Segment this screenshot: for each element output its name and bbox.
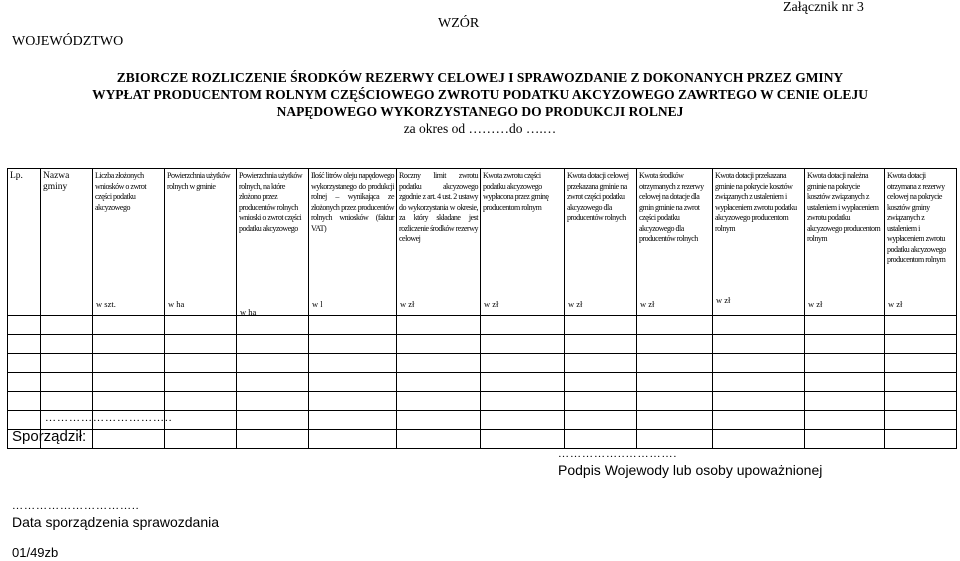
table-cell[interactable] [309, 335, 397, 354]
table-cell[interactable] [637, 392, 713, 411]
column-unit: w zł [484, 298, 499, 309]
title-period: za okres od ………do ….… [403, 121, 557, 136]
table-cell[interactable] [165, 316, 237, 335]
table-cell[interactable] [713, 392, 805, 411]
table-cell[interactable] [237, 354, 309, 373]
table-cell[interactable] [165, 335, 237, 354]
report-date-dots: ………………………….. [12, 500, 140, 512]
table-cell[interactable] [713, 316, 805, 335]
table-cell[interactable] [237, 335, 309, 354]
table-cell[interactable] [93, 392, 165, 411]
table-cell[interactable] [885, 373, 957, 392]
column-unit: w ha [240, 306, 257, 317]
table-cell[interactable] [713, 373, 805, 392]
table-cell[interactable] [41, 354, 93, 373]
table-cell[interactable] [397, 411, 481, 430]
table-cell[interactable] [41, 392, 93, 411]
table-cell[interactable] [481, 373, 565, 392]
table-cell[interactable] [8, 316, 41, 335]
table-cell[interactable] [805, 411, 885, 430]
column-header: Nazwa gminy [41, 169, 93, 316]
table-row [8, 430, 957, 449]
table-cell[interactable] [165, 354, 237, 373]
table-cell[interactable] [713, 335, 805, 354]
table-cell[interactable] [8, 354, 41, 373]
table-cell[interactable] [8, 373, 41, 392]
column-header: Kwota zwrotu części podatku akcyzowego wypłacona przez gminę producentom rolnym w zł [481, 169, 565, 316]
annex-label: Załącznik nr 3 [783, 0, 864, 15]
column-unit: w l [312, 298, 323, 309]
table-cell[interactable] [237, 411, 309, 430]
table-cell[interactable] [237, 430, 309, 449]
table-cell[interactable] [885, 392, 957, 411]
table-cell[interactable] [41, 316, 93, 335]
table-cell[interactable] [637, 430, 713, 449]
column-unit: w zł [400, 298, 415, 309]
table-cell[interactable] [237, 392, 309, 411]
table-header-row [8, 169, 957, 316]
title-line-1: ZBIORCZE ROZLICZENIE ŚRODKÓW REZERWY CELOWEJ I SPRAWOZDANIE Z DOKONANYCH PRZEZ GMINY [116, 70, 844, 85]
column-unit: w ha [168, 298, 185, 309]
column-header: Liczba złożonych wniosków o zwrot części podatku akcyzowego w szt. [93, 169, 165, 316]
table-cell[interactable] [8, 392, 41, 411]
voivodeship-label: WOJEWÓDZTWO [12, 34, 124, 49]
table-cell[interactable] [805, 373, 885, 392]
table-cell[interactable] [565, 335, 637, 354]
column-header: Kwota dotacji celowej przekazana gminie na zwrot części podatku akcyzowego dla producentów rolnych w zł [565, 169, 637, 316]
table-cell[interactable] [565, 354, 637, 373]
column-header: Powierzchnia użytków rolnych, na które złożono przez producentów rolnych wnioski o zwrot części podatku akcyzowego w ha [237, 169, 309, 316]
column-unit: w zł [808, 298, 823, 309]
column-unit: w zł [888, 298, 903, 309]
table-cell[interactable] [309, 430, 397, 449]
table-cell[interactable] [481, 354, 565, 373]
table-cell[interactable] [93, 373, 165, 392]
table-cell[interactable] [397, 373, 481, 392]
table-cell[interactable] [8, 411, 41, 430]
column-header: Powierzchnia użytków rolnych w gminie w ha [165, 169, 237, 316]
form-code: 01/49zb [12, 545, 59, 560]
signature-label: Podpis Wojewody lub osoby upoważnionej [558, 462, 823, 478]
table-cell[interactable] [397, 430, 481, 449]
settlement-table [7, 168, 957, 449]
table-row [8, 373, 957, 392]
report-date-label: Data sporządzenia sprawozdania [12, 514, 220, 530]
table-cell[interactable] [637, 411, 713, 430]
prepared-by-dots: ………………………….. [45, 412, 173, 424]
table-cell[interactable] [309, 354, 397, 373]
table-cell[interactable] [805, 392, 885, 411]
table-cell[interactable] [397, 316, 481, 335]
table-cell[interactable] [565, 392, 637, 411]
table-cell[interactable] [885, 354, 957, 373]
table-cell[interactable] [397, 392, 481, 411]
prepared-by-label: Sporządził: [12, 428, 87, 445]
document-title [0, 69, 960, 137]
table-cell[interactable] [93, 335, 165, 354]
table-cell[interactable] [637, 354, 713, 373]
table-cell[interactable] [8, 335, 41, 354]
table-cell[interactable] [93, 354, 165, 373]
table-cell[interactable] [565, 430, 637, 449]
table-cell[interactable] [805, 430, 885, 449]
table-cell[interactable] [165, 430, 237, 449]
table-cell[interactable] [165, 392, 237, 411]
table-cell[interactable] [481, 392, 565, 411]
table-cell[interactable] [637, 335, 713, 354]
table-cell[interactable] [565, 373, 637, 392]
column-header: Kwota dotacji należna gminie na pokrycie kosztów związanych z ustaleniem i wypłaceniem zwrotu podatku akcyzowego producentom rolnym w zł [805, 169, 885, 316]
table-row [8, 335, 957, 354]
table-row [8, 354, 957, 373]
column-header: Roczny limit zwrotu podatku akcyzowego zgodnie z art. 4 ust. 2 ustawy do wykorzystania w okresie, za który składane jest rozliczenie środków rezerwy celowej w zł [397, 169, 481, 316]
table-cell[interactable] [565, 411, 637, 430]
table-cell[interactable] [309, 373, 397, 392]
table-cell[interactable] [805, 354, 885, 373]
table-row [8, 392, 957, 411]
table-cell[interactable] [885, 335, 957, 354]
table-cell[interactable] [237, 373, 309, 392]
table-cell[interactable] [637, 316, 713, 335]
signature-dots: ……………..…………. [558, 448, 678, 460]
column-header: Lp. [8, 169, 41, 316]
table-cell[interactable] [713, 411, 805, 430]
table-cell[interactable] [805, 316, 885, 335]
table-cell[interactable] [397, 354, 481, 373]
table-cell[interactable] [309, 392, 397, 411]
table-cell[interactable] [237, 316, 309, 335]
table-cell[interactable] [165, 411, 237, 430]
table-cell[interactable] [885, 430, 957, 449]
template-label: WZÓR [438, 16, 480, 31]
table-cell[interactable] [309, 316, 397, 335]
table-cell[interactable] [481, 430, 565, 449]
column-unit: w szt. [96, 298, 116, 309]
table-cell[interactable] [565, 316, 637, 335]
table-cell[interactable] [885, 411, 957, 430]
column-header: Ilość litrów oleju napędowego wykorzystanego do produkcji rolnej – wynikająca ze złożonych przez producentów rolnych wniosków (faktur VAT) w l [309, 169, 397, 316]
table-cell[interactable] [885, 316, 957, 335]
table-cell[interactable] [41, 373, 93, 392]
column-unit: w zł [716, 294, 731, 305]
column-header: Kwota dotacji przekazana gminie na pokrycie kosztów związanych z ustaleniem i wypłaceniem zwrotu podatku akcyzowego producentom rolnym w zł [713, 169, 805, 316]
table-cell[interactable] [481, 316, 565, 335]
title-line-3: NAPĘDOWEGO WYKORZYSTANEGO DO PRODUKCJI ROLNEJ [276, 104, 684, 119]
table-cell[interactable] [309, 411, 397, 430]
table-cell[interactable] [713, 430, 805, 449]
table-cell[interactable] [637, 373, 713, 392]
table-cell[interactable] [41, 335, 93, 354]
column-unit: w zł [568, 298, 583, 309]
table-cell[interactable] [713, 354, 805, 373]
table-cell[interactable] [481, 335, 565, 354]
table-cell[interactable] [397, 335, 481, 354]
table-cell[interactable] [805, 335, 885, 354]
table-cell[interactable] [93, 316, 165, 335]
table-row [8, 316, 957, 335]
table-cell[interactable] [481, 411, 565, 430]
column-header: Kwota środków otrzymanych z rezerwy celowej na dotacje dla gmin gminie na zwrot części podatku akcyzowego dla producentów rolnych w zł [637, 169, 713, 316]
table-cell[interactable] [93, 430, 165, 449]
table-cell[interactable] [165, 373, 237, 392]
title-line-2: WYPŁAT PRODUCENTOM ROLNYM CZĘŚCIOWEGO ZWROTU PODATKU AKCYZOWEGO ZAWRTEGO W CENIE OLEJU [92, 87, 868, 102]
column-header: Kwota dotacji otrzymana z rezerwy celowej na pokrycie kosztów gminy związanych z ustaleniem i wypłaceniem zwrotu podatku akcyzowego producentom rolnym w zł [885, 169, 957, 316]
column-unit: w zł [640, 298, 655, 309]
